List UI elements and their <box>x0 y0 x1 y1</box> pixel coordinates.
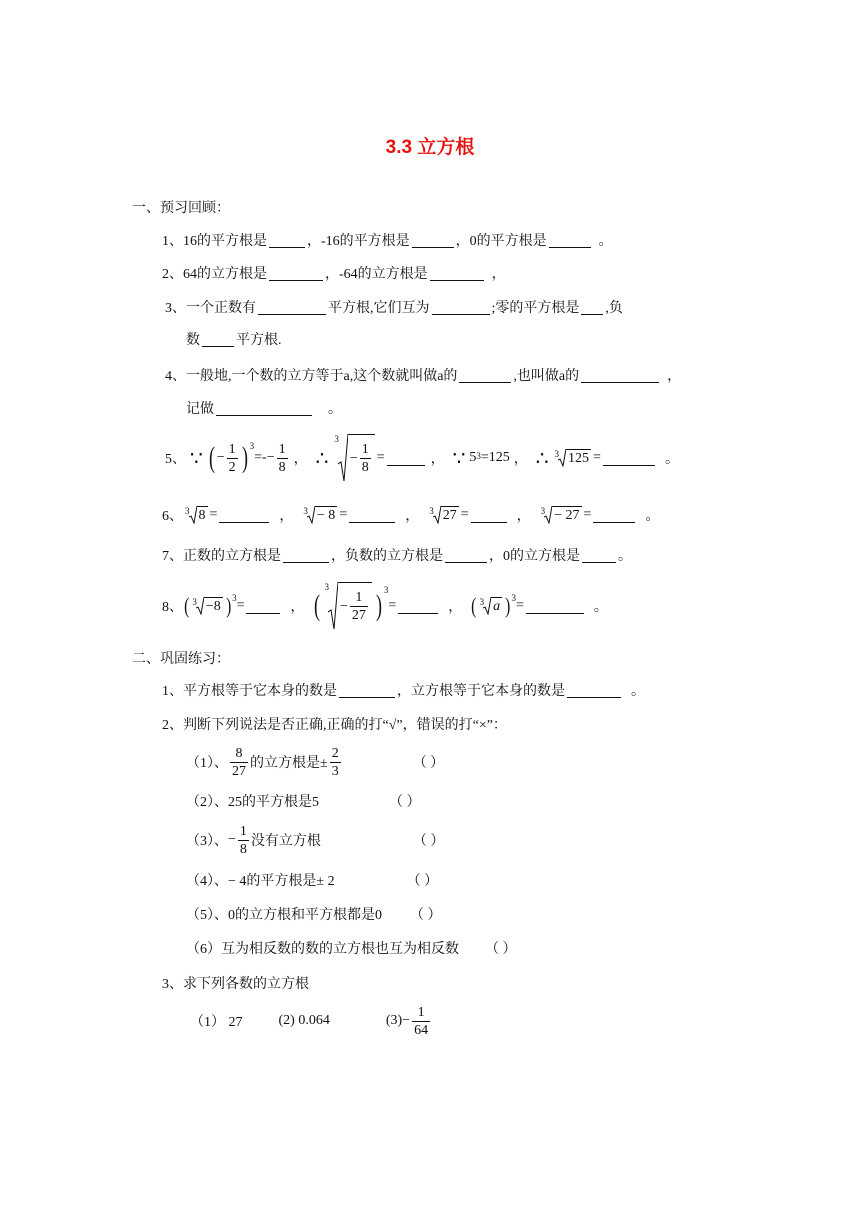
question-2-3-parts <box>190 1000 432 1042</box>
root-index: 3 <box>303 506 308 516</box>
question-1-3-cont <box>186 329 282 349</box>
root-index: 3 <box>479 597 485 607</box>
item-label: （3）、 <box>186 834 228 849</box>
comma: ， <box>513 452 528 467</box>
end-mark: 。 <box>598 234 613 249</box>
part-2: (2) 0.064 <box>278 1013 330 1028</box>
end-mark: 。 <box>645 509 660 524</box>
question-number: 2、 <box>162 718 183 733</box>
comma: ， <box>430 452 445 467</box>
root-index: 3 <box>540 506 546 516</box>
question-number: 2、 <box>162 267 183 282</box>
question-text: 64的立方根是 <box>183 267 267 282</box>
question-number: 3、 <box>165 301 186 316</box>
root-index: 3 <box>554 449 560 459</box>
question-number: 5、 <box>165 452 186 467</box>
radicand <box>338 582 372 630</box>
numerator: 1 <box>355 590 363 605</box>
end-mark: 。 <box>618 549 632 564</box>
radicand: 8 <box>198 507 206 523</box>
numerator: 1 <box>278 441 286 457</box>
answer-blank[interactable] <box>567 683 621 698</box>
item-text: 互为相反数的数的立方根也互为相反数 <box>221 942 459 957</box>
radical-sign <box>433 506 441 524</box>
radical-sign <box>328 582 338 630</box>
answer-blank[interactable] <box>471 508 507 523</box>
question-1-8 <box>162 578 608 634</box>
equals: = <box>583 507 592 522</box>
question-number: 4、 <box>165 369 186 384</box>
question-1-7 <box>162 545 632 565</box>
left-paren: ( <box>314 589 321 622</box>
fraction <box>230 745 248 780</box>
left-paren: ( <box>184 593 190 618</box>
right-paren: ) <box>241 441 248 474</box>
answer-blank[interactable] <box>432 300 490 315</box>
question-number: 6、 <box>162 509 183 524</box>
radicand: − 8 <box>316 507 336 523</box>
equals: = <box>460 507 469 522</box>
equals: = <box>593 450 601 465</box>
end-mark: 。 <box>631 684 645 699</box>
root-index: 3 <box>185 506 190 516</box>
question-number: 3、 <box>162 977 183 992</box>
answer-blank[interactable] <box>269 233 305 248</box>
denominator: 2 <box>228 459 236 475</box>
denominator: 27 <box>351 608 366 623</box>
question-1-6 <box>162 505 659 525</box>
question-2-3 <box>162 973 309 993</box>
denominator: 8 <box>361 460 369 475</box>
end-mark: 。 <box>593 600 608 615</box>
left-paren: ( <box>208 441 215 474</box>
cube-root <box>555 449 592 467</box>
question-text: ,负 <box>605 301 623 316</box>
radical-sign <box>483 597 491 615</box>
part-1: （1） 27 <box>190 1015 243 1030</box>
question-number: 1、 <box>162 234 183 249</box>
question-text: ，0的立方根是 <box>489 549 580 564</box>
answer-blank[interactable] <box>459 368 511 383</box>
root-index: 3 <box>334 434 339 444</box>
answer-blank[interactable] <box>202 332 234 347</box>
minus-sign: − <box>339 598 348 614</box>
root-index: 3 <box>429 506 434 516</box>
answer-paren[interactable]: （ ） <box>412 756 445 771</box>
end-mark: ， <box>667 369 682 384</box>
denominator: 27 <box>232 763 246 779</box>
radical-sign <box>307 506 315 524</box>
answer-paren[interactable]: （ ） <box>412 834 445 849</box>
item-label: （4）、 <box>186 874 228 889</box>
answer-blank[interactable] <box>387 451 425 466</box>
answer-blank[interactable] <box>593 508 635 523</box>
judge-item-1 <box>186 742 444 782</box>
section-heading: 一、预习回顾： <box>132 201 230 216</box>
answer-blank[interactable] <box>582 548 616 563</box>
comma: ， <box>279 509 294 524</box>
radicand: − 27 <box>554 507 580 523</box>
radical-sign <box>338 434 348 482</box>
radicand: a <box>493 598 501 614</box>
answer-blank[interactable] <box>430 266 484 281</box>
judge-item-3 <box>186 820 444 860</box>
question-text: 16的平方根是 <box>183 234 267 249</box>
radical-sign <box>558 449 566 467</box>
answer-blank[interactable] <box>339 683 395 698</box>
numerator: 2 <box>331 745 339 761</box>
radical-sign <box>544 506 552 524</box>
base-five: 5 <box>469 450 477 465</box>
fraction <box>330 745 341 780</box>
question-1-4-cont <box>186 398 342 418</box>
therefore-symbol: ∴ <box>535 446 549 470</box>
cube-root <box>541 506 582 524</box>
answer-paren[interactable]: （ ） <box>485 942 517 957</box>
answer-blank[interactable] <box>246 599 280 614</box>
fraction <box>227 441 238 476</box>
comma: ， <box>293 452 308 467</box>
item-text: − 4的平方根是± 2 <box>228 874 335 889</box>
root-index: 3 <box>192 597 197 607</box>
question-text: 正数的立方根是 <box>183 549 281 564</box>
comma: ， <box>448 600 463 615</box>
answer-blank[interactable] <box>216 401 312 416</box>
radical-sign <box>189 506 197 524</box>
judge-item-2 <box>186 791 421 811</box>
answer-paren[interactable]: （ ） <box>410 908 442 923</box>
equals: = <box>209 507 218 522</box>
judge-item-4 <box>186 870 438 890</box>
exponent: 3 <box>232 593 237 603</box>
equals: = <box>388 598 397 613</box>
cube-root <box>480 597 503 615</box>
answer-blank[interactable] <box>581 368 659 383</box>
radicand: −8 <box>205 598 221 614</box>
page-title: 3.3 立方根 <box>385 137 475 158</box>
question-1-5 <box>165 432 679 484</box>
fraction <box>277 441 288 476</box>
equals: = <box>376 450 385 465</box>
question-1-4 <box>165 365 681 385</box>
minus-sign: − <box>266 450 275 465</box>
item-text: 没有立方根 <box>250 834 321 849</box>
comma: ， <box>290 600 305 615</box>
denominator: 3 <box>331 763 339 779</box>
radicand <box>348 434 375 482</box>
end-mark: 。 <box>328 402 342 417</box>
denominator: 64 <box>414 1022 429 1038</box>
question-text: 一般地,一个数的立方等于a,这个数就叫做a的 <box>186 369 458 384</box>
question-text: 平方根. <box>236 333 282 348</box>
because-symbol: ∵ <box>452 446 466 470</box>
end-mark: 。 <box>664 452 679 467</box>
question-text: 数 <box>186 333 200 348</box>
question-2-1 <box>162 680 645 700</box>
numerator: 8 <box>235 745 243 761</box>
comma: ， <box>405 509 420 524</box>
right-paren: ) <box>375 589 382 622</box>
answer-blank[interactable] <box>412 233 454 248</box>
radicand: 27 <box>442 507 457 523</box>
question-2-2 <box>162 714 507 734</box>
equals: = <box>515 598 524 613</box>
fraction <box>238 823 249 858</box>
item-label: （6） <box>186 942 221 957</box>
therefore-symbol: ∴ <box>315 446 329 470</box>
radicand: 125 <box>568 450 590 466</box>
item-text: 25的平方根是5 <box>228 795 319 810</box>
question-number: 8、 <box>162 600 183 615</box>
question-text: 平方根,它们互为 <box>328 301 430 316</box>
question-text: 一个正数有 <box>186 301 256 316</box>
numerator: 1 <box>228 441 236 457</box>
answer-blank[interactable] <box>581 300 603 315</box>
question-text: ,也叫做a的 <box>513 369 580 384</box>
answer-blank[interactable] <box>549 233 591 248</box>
answer-blank[interactable] <box>269 266 323 281</box>
exponent: 3 <box>249 441 255 451</box>
question-text: 记做 <box>186 402 214 417</box>
exponent: 3 <box>476 451 481 461</box>
numerator: 1 <box>361 442 369 457</box>
answer-blank[interactable] <box>603 451 655 466</box>
question-text: 求下列各数的立方根 <box>183 977 309 992</box>
section-heading: 二、巩固练习： <box>132 652 230 667</box>
answer-blank[interactable] <box>283 548 329 563</box>
answer-blank[interactable] <box>349 508 395 523</box>
cube-root <box>185 506 208 524</box>
part-3: (3)− <box>385 1013 411 1028</box>
right-paren: ) <box>225 593 231 618</box>
answer-blank[interactable] <box>526 599 584 614</box>
minus-sign: − <box>216 450 225 465</box>
equals-125: =125 <box>480 450 510 465</box>
judge-item-5 <box>186 904 442 924</box>
cube-root <box>334 434 374 482</box>
question-text: ，-16的平方根是 <box>307 234 410 249</box>
cube-root <box>303 506 337 524</box>
cube-root <box>192 597 222 615</box>
right-paren: ) <box>505 593 511 618</box>
comma: ， <box>516 509 531 524</box>
item-text: 0的立方根和平方根都是0 <box>228 908 382 923</box>
item-label: （5）、 <box>186 908 228 923</box>
question-1-3 <box>165 297 623 317</box>
fraction <box>412 1004 430 1039</box>
equals: =- <box>254 450 267 465</box>
question-text: ，负数的立方根是 <box>331 549 443 564</box>
question-1-2 <box>162 263 506 283</box>
equals: = <box>236 598 245 613</box>
question-text: 判断下列说法是否正确,正确的打“√”，错误的打“×”： <box>183 718 507 733</box>
question-1-1 <box>162 230 613 250</box>
answer-blank[interactable] <box>398 599 438 614</box>
exponent: 3 <box>383 585 389 595</box>
answer-blank[interactable] <box>445 548 487 563</box>
minus-sign: − <box>228 832 236 847</box>
judge-item-6 <box>186 938 517 958</box>
question-text: ，0的平方根是 <box>455 234 547 249</box>
root-index: 3 <box>324 582 329 592</box>
equals: = <box>339 507 348 522</box>
question-number: 1、 <box>162 684 183 699</box>
end-mark: ， <box>491 267 506 282</box>
numerator: 1 <box>239 823 247 839</box>
item-label: （2）、 <box>186 795 228 810</box>
cube-root <box>429 506 459 524</box>
item-text: 的立方根是± <box>250 756 328 771</box>
question-text: ;零的平方根是 <box>491 301 580 316</box>
minus-sign: − <box>349 450 358 466</box>
question-number: 7、 <box>162 549 183 564</box>
numerator: 1 <box>417 1004 425 1020</box>
denominator: 8 <box>239 841 247 857</box>
question-text: ，-64的立方根是 <box>325 267 428 282</box>
exponent: 3 <box>511 593 516 603</box>
cube-root <box>324 582 371 630</box>
radical-sign <box>196 597 204 615</box>
left-paren: ( <box>471 593 477 618</box>
answer-blank[interactable] <box>258 300 326 315</box>
answer-blank[interactable] <box>219 508 269 523</box>
fraction <box>350 589 368 624</box>
answer-paren[interactable]: （ ） <box>406 874 439 889</box>
answer-paren[interactable]: （ ） <box>389 795 421 810</box>
question-text: 平方根等于它本身的数是 <box>183 684 337 699</box>
question-text: ，立方根等于它本身的数是 <box>397 684 565 699</box>
denominator: 8 <box>278 459 286 475</box>
because-symbol: ∵ <box>190 446 203 470</box>
item-label: （1）、 <box>186 756 228 771</box>
fraction <box>360 441 371 476</box>
